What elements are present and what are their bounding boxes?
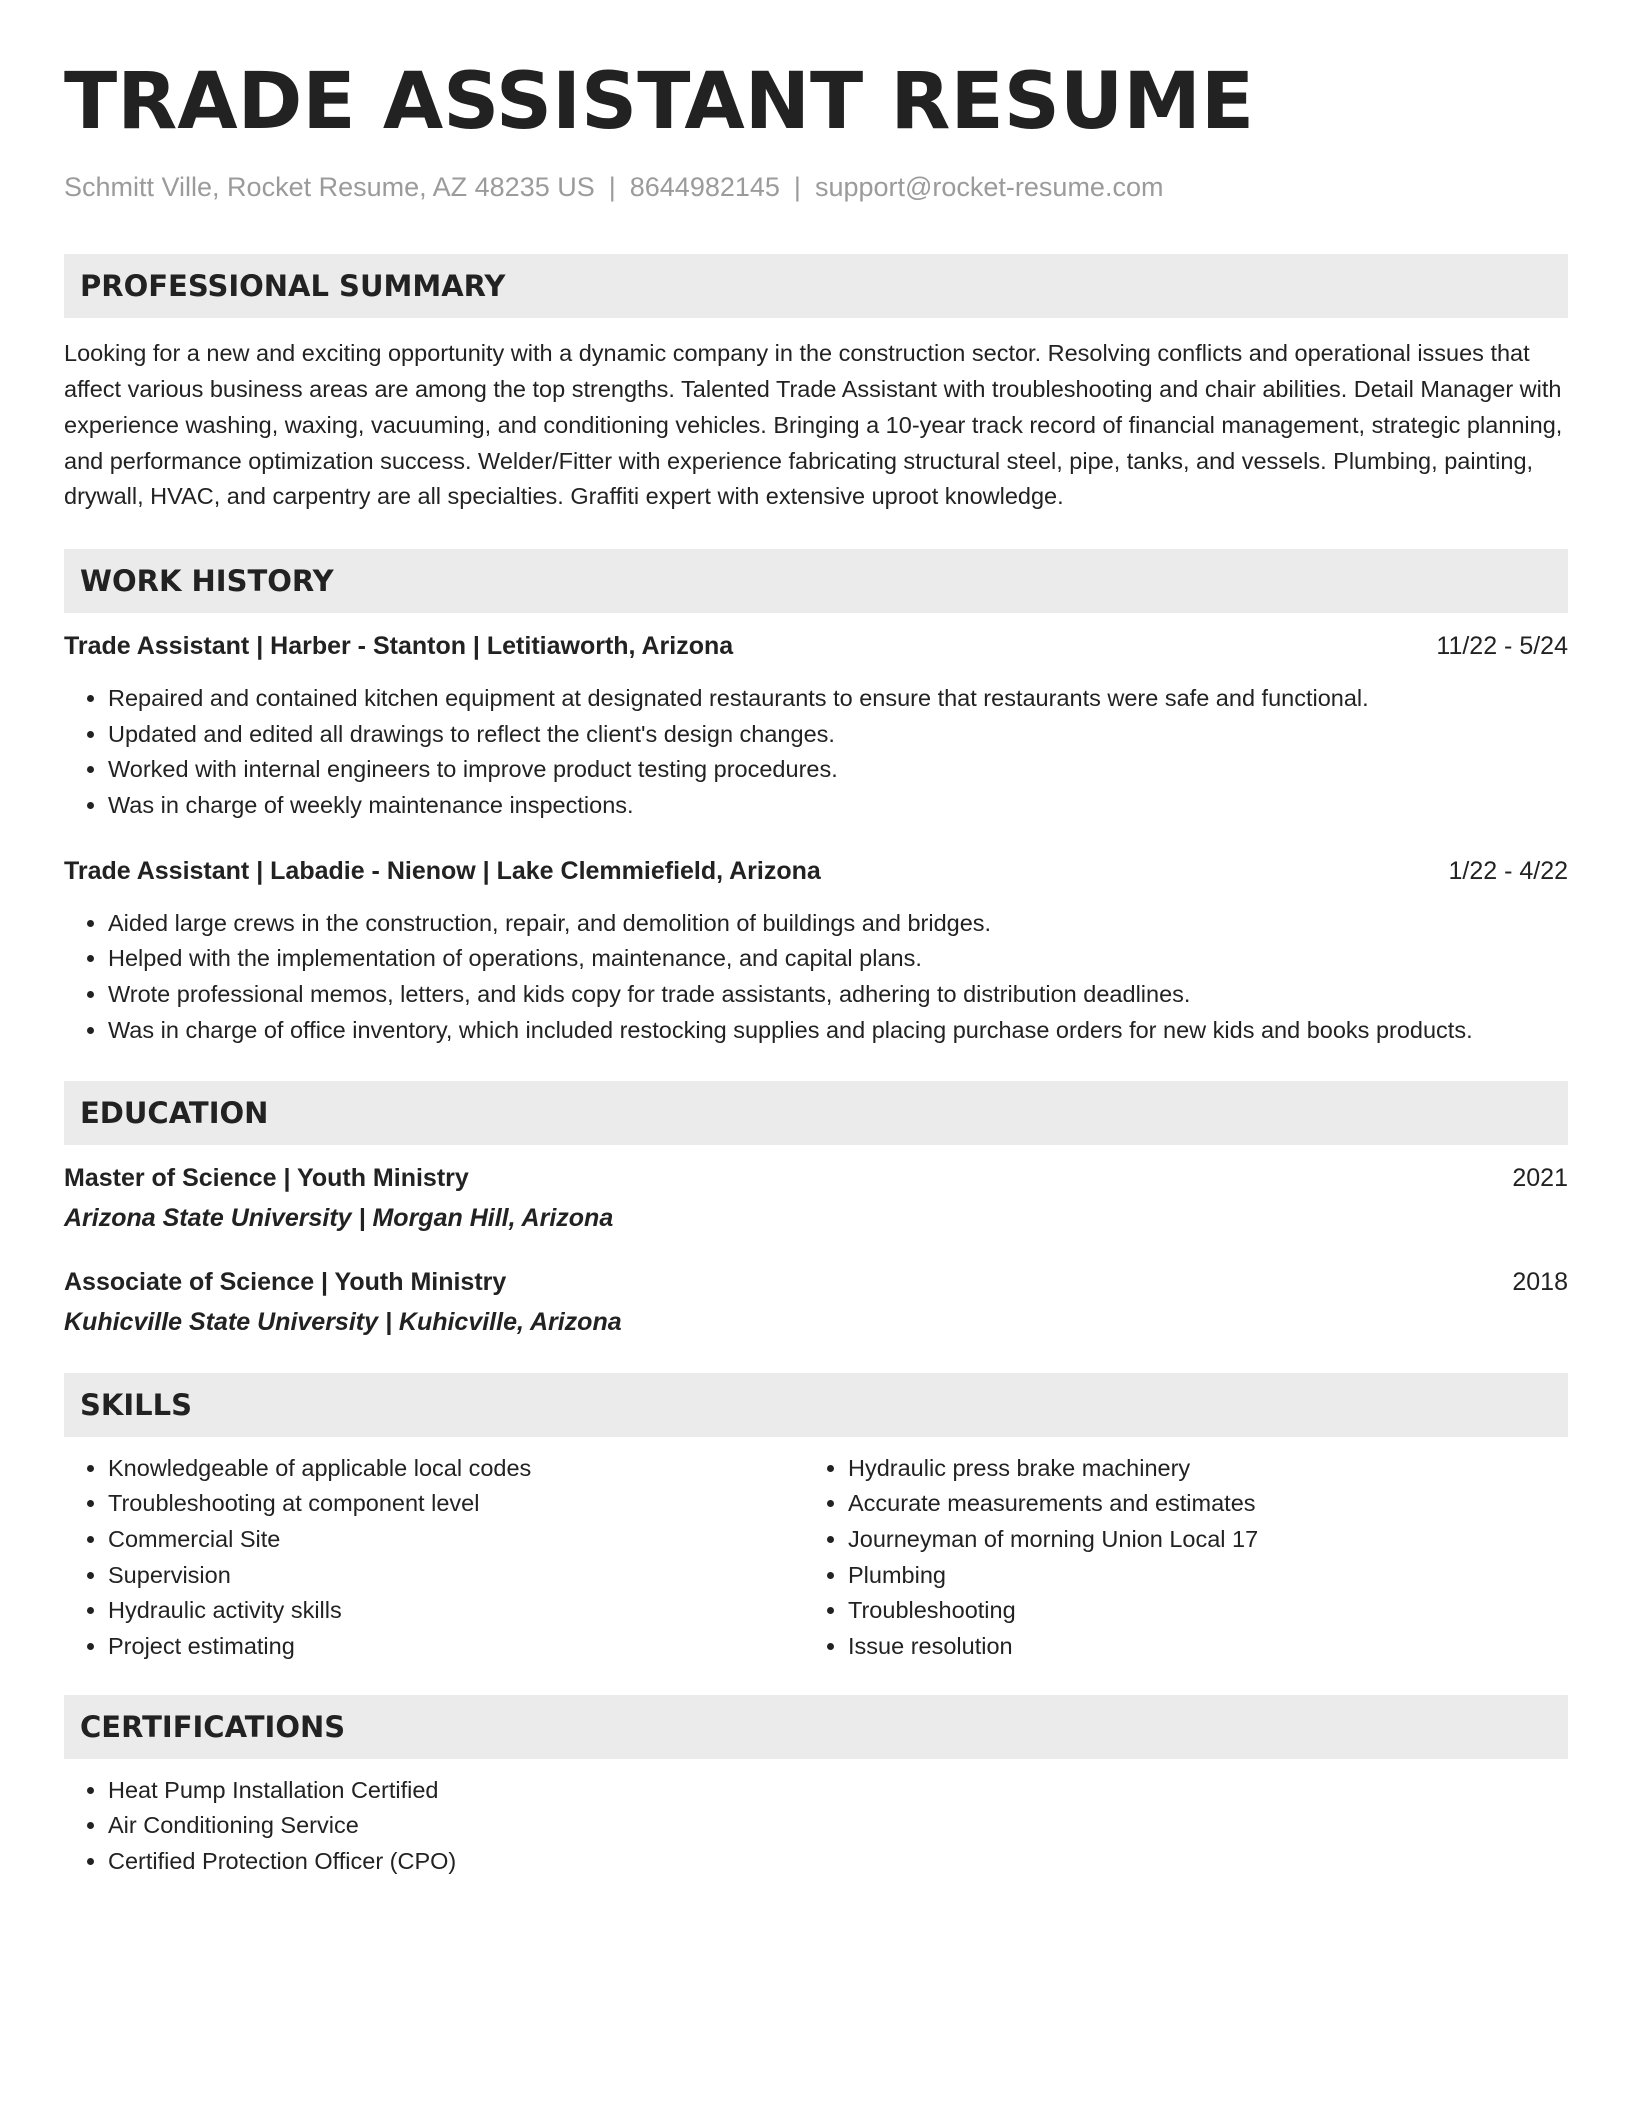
skill-item: • Accurate measurements and estimates xyxy=(848,1486,1544,1522)
job-bullet: • Updated and edited all drawings to reflect the client's design changes. xyxy=(108,717,1568,753)
skill-item: • Troubleshooting xyxy=(848,1593,1544,1629)
education-year: 2018 xyxy=(1512,1267,1568,1296)
section-header-summary: PROFESSIONAL SUMMARY xyxy=(64,254,1568,318)
section-header-certifications: CERTIFICATIONS xyxy=(64,1695,1568,1759)
job-entry xyxy=(64,629,1568,824)
skill-item: • Project estimating xyxy=(108,1629,804,1665)
job-entry xyxy=(64,854,1568,1049)
job-header xyxy=(64,854,1568,888)
skill-item: • Knowledgeable of applicable local codes xyxy=(108,1451,804,1487)
job-dates: 11/22 - 5/24 xyxy=(1436,631,1568,660)
contact-separator: | xyxy=(608,172,616,202)
certifications-list xyxy=(64,1773,1568,1880)
skills-grid xyxy=(64,1451,1568,1665)
education-year: 2021 xyxy=(1512,1163,1568,1192)
skills-list xyxy=(64,1451,804,1665)
job-bullet: • Wrote professional memos, letters, and kids copy for trade assistants, adhering to distribution deadlines. xyxy=(108,977,1568,1013)
skill-item: • Commercial Site xyxy=(108,1522,804,1558)
job-bullet: • Helped with the implementation of operations, maintenance, and capital plans. xyxy=(108,941,1568,977)
education-entry xyxy=(64,1161,1568,1235)
summary-text: Looking for a new and exciting opportunity with a dynamic company in the construction sector. Resolving conflicts and operational issues that affect various business areas are among the top strengths. Talented Trade Assistant with troubleshooting and chair abilities. Detail Manager with experience washing, waxing, vacuuming, and conditioning vehicles. Bringing a 10-year track record of financial management, strategic planning, and performance optimization success. Welder/Fitter with experience fabricating structural steel, pipe, tanks, and vessels. Plumbing, painting, drywall, HVAC, and carpentry are all specialties. Graffiti expert with extensive uproot knowledge. xyxy=(64,340,1563,510)
education-degree: Master of Science | Youth Ministry xyxy=(64,1163,469,1192)
job-bullets xyxy=(64,906,1568,1049)
job-title: Trade Assistant | Harber - Stanton | Letitiaworth, Arizona xyxy=(64,631,734,660)
education-degree: Associate of Science | Youth Ministry xyxy=(64,1267,507,1296)
contact-address: Schmitt Ville, Rocket Resume, AZ 48235 US xyxy=(64,172,595,202)
contact-email: support@rocket-resume.com xyxy=(814,172,1164,202)
job-bullet: • Was in charge of weekly maintenance inspections. xyxy=(108,788,1568,824)
contact-separator: | xyxy=(793,172,801,202)
skill-item: • Hydraulic press brake machinery xyxy=(848,1451,1544,1487)
education-header xyxy=(64,1265,1568,1299)
certification-item: • Certified Protection Officer (CPO) xyxy=(108,1844,1568,1880)
skill-item: • Troubleshooting at component level xyxy=(108,1486,804,1522)
contact-line xyxy=(64,171,1568,203)
skill-item: • Issue resolution xyxy=(848,1629,1544,1665)
job-bullet: • Aided large crews in the construction, repair, and demolition of buildings and bridges. xyxy=(108,906,1568,942)
education-entry xyxy=(64,1265,1568,1339)
job-header xyxy=(64,629,1568,663)
job-title: Trade Assistant | Labadie - Nienow | Lake Clemmiefield, Arizona xyxy=(64,856,821,885)
section-header-work-history: WORK HISTORY xyxy=(64,549,1568,613)
certification-item: • Air Conditioning Service xyxy=(108,1808,1568,1844)
job-bullet: • Was in charge of office inventory, which included restocking supplies and placing purchase orders for new kids and books products. xyxy=(108,1013,1568,1049)
skill-item: • Supervision xyxy=(108,1558,804,1594)
resume-title: TRADE ASSISTANT RESUME xyxy=(64,57,1255,147)
skill-item: • Hydraulic activity skills xyxy=(108,1593,804,1629)
skills-list xyxy=(804,1451,1544,1665)
education-header xyxy=(64,1161,1568,1195)
skill-item: • Journeyman of morning Union Local 17 xyxy=(848,1522,1544,1558)
education-school: Kuhicville State University | Kuhicville, Arizona xyxy=(64,1307,622,1336)
skills-column-left xyxy=(64,1451,804,1665)
certification-item: • Heat Pump Installation Certified xyxy=(108,1773,1568,1809)
job-bullet: • Worked with internal engineers to improve product testing procedures. xyxy=(108,752,1568,788)
section-header-education: EDUCATION xyxy=(64,1081,1568,1145)
job-dates: 1/22 - 4/22 xyxy=(1448,856,1568,885)
skills-column-right xyxy=(804,1451,1544,1665)
job-bullet: • Repaired and contained kitchen equipment at designated restaurants to ensure that restaurants were safe and functional. xyxy=(108,681,1568,717)
contact-phone: 8644982145 xyxy=(629,172,780,202)
job-bullets xyxy=(64,681,1568,824)
section-header-skills: SKILLS xyxy=(64,1373,1568,1437)
skill-item: • Plumbing xyxy=(848,1558,1544,1594)
education-school: Arizona State University | Morgan Hill, Arizona xyxy=(64,1203,614,1232)
